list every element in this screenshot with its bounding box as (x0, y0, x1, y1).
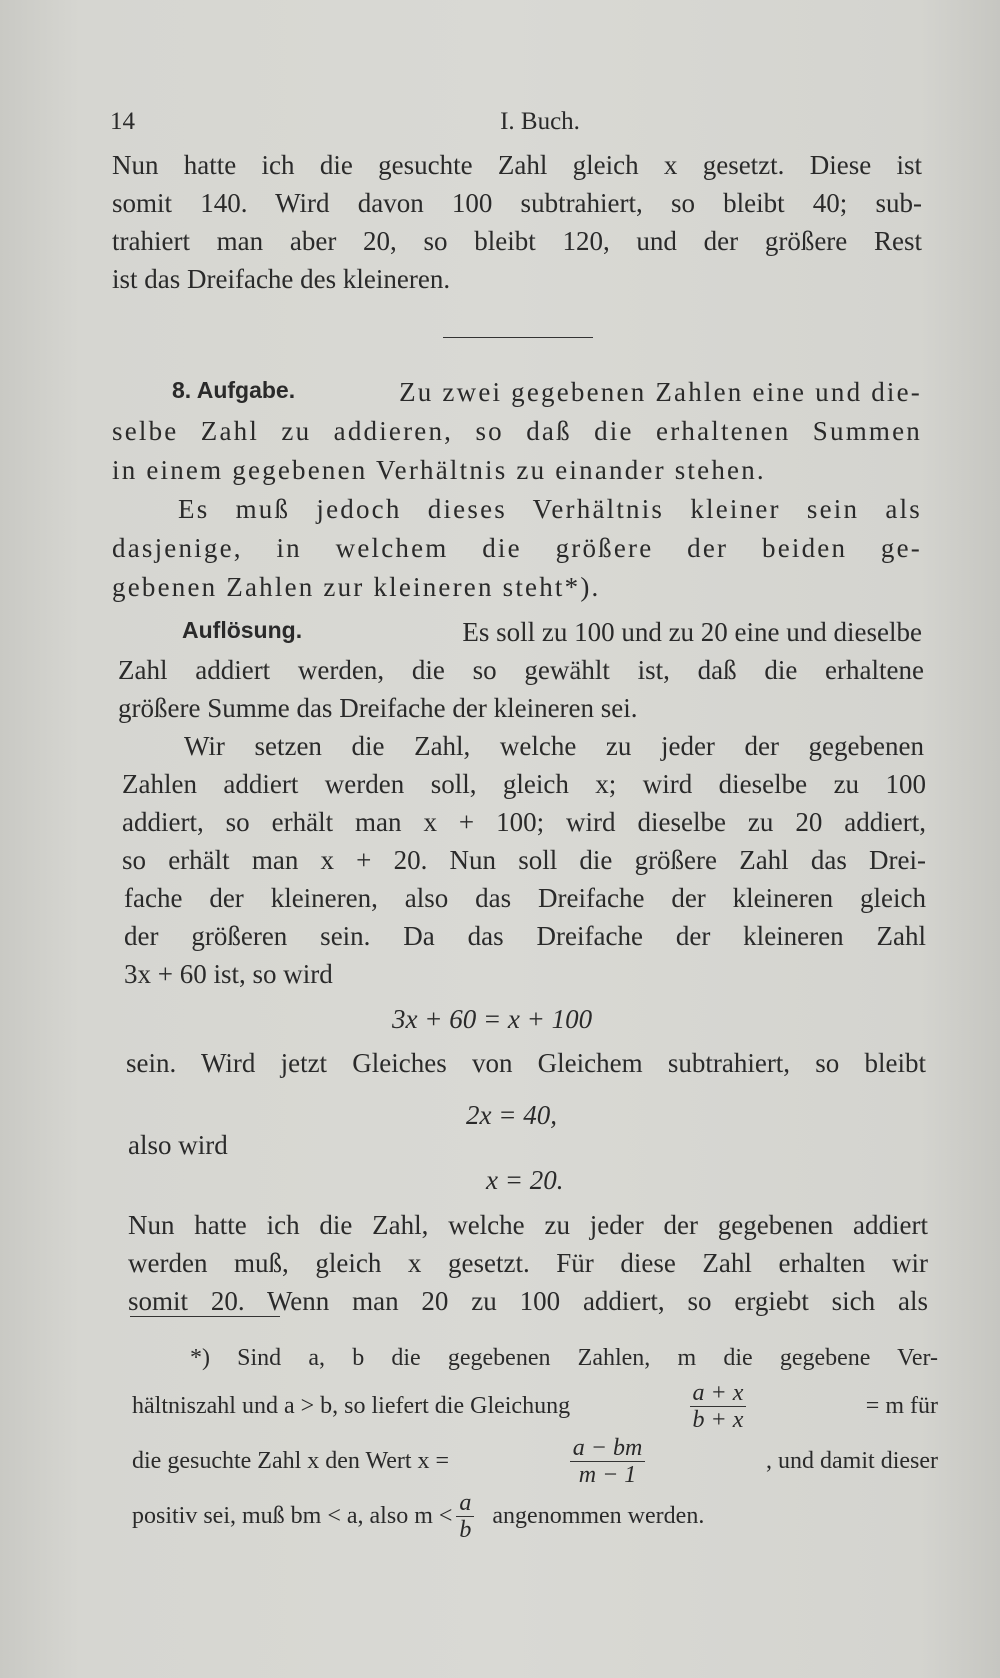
text-line: der größeren sein. Da das Dreifache der kleineren Zahl (124, 921, 926, 951)
text-line: Zu zwei gegebenen Zahlen eine und die- (399, 377, 922, 407)
text-line: so erhält man x + 20. Nun soll die größere Zahl das Drei- (122, 845, 926, 875)
task-heading-line (172, 377, 922, 408)
text-line: Zahl addiert werden, die so gewählt ist, daß die erhaltene (118, 655, 924, 685)
text-line: Es muß jedoch dieses Verhältnis kleiner sein als (178, 494, 922, 524)
text-line: gebenen Zahlen zur kleineren steht*). (112, 572, 601, 602)
running-title: I. Buch. (500, 108, 580, 135)
text-line: Es soll zu 100 und zu 20 eine und dieselbe (462, 617, 922, 647)
text-line: Zahlen addiert werden soll, gleich x; wird dieselbe zu 100 (122, 769, 926, 799)
text-line: in einem gegebenen Verhältnis zu einander stehen. (112, 455, 766, 485)
text-line: dasjenige, in welchem die größere der beiden ge- (112, 533, 922, 563)
footnote-line (132, 1490, 704, 1543)
fraction (690, 1380, 747, 1433)
task-label: 8. Aufgabe. (172, 377, 296, 403)
text-line: also wird (128, 1130, 228, 1160)
fraction-denominator: b + x (692, 1407, 744, 1433)
text-line: größere Summe das Dreifache der kleineren sei. (118, 693, 638, 723)
text-line: trahiert man aber 20, so bleibt 120, und der größere Rest (112, 226, 922, 256)
section-divider (443, 337, 593, 338)
text-line: Wir setzen die Zahl, welche zu jeder der gegebenen (184, 731, 924, 761)
running-header (110, 108, 930, 148)
text-line: sein. Wird jetzt Gleiches von Gleichem subtrahiert, so bleibt (126, 1048, 926, 1078)
text-line: Nun hatte ich die Zahl, welche zu jeder der gegebenen addiert (128, 1210, 928, 1240)
equation: x = 20. (486, 1165, 564, 1195)
footnote-text: angenommen werden. (492, 1503, 705, 1529)
footnote-text: = m für (865, 1393, 938, 1419)
text-line: fache der kleineren, also das Dreifache der kleineren gleich (124, 883, 926, 913)
text-line: selbe Zahl zu addieren, so daß die erhaltenen Summen (112, 416, 922, 446)
text-line: somit 140. Wird davon 100 subtrahiert, so bleibt 40; sub- (112, 188, 922, 218)
footnote-line: *) Sind a, b die gegebenen Zahlen, m die gegebene Ver- (190, 1345, 938, 1371)
footnote-text: die gesuchte Zahl x den Wert x = (132, 1448, 450, 1474)
solution-label: Auflösung. (182, 617, 303, 643)
fraction-numerator: a + x (690, 1380, 747, 1407)
footnote-line (132, 1380, 938, 1433)
fraction-numerator: a (456, 1490, 474, 1517)
equation: 3x + 60 = x + 100 (392, 1004, 593, 1034)
solution-heading-line (182, 617, 922, 648)
page-number: 14 (110, 108, 135, 135)
text-line: addiert, so erhält man x + 100; wird dieselbe zu 20 addiert, (122, 807, 926, 837)
fraction-denominator: m − 1 (578, 1462, 637, 1488)
text-line: 3x + 60 ist, so wird (124, 959, 333, 989)
equation: 2x = 40, (466, 1100, 557, 1130)
text-line: ist das Dreifache des kleineren. (112, 264, 451, 294)
fraction-numerator: a − bm (570, 1435, 646, 1462)
fraction (456, 1490, 474, 1543)
footnote-text: hältniszahl und a > b, so liefert die Gleichung (132, 1393, 571, 1419)
footnote-line (132, 1435, 938, 1488)
fraction-denominator: b (459, 1517, 472, 1543)
fraction (570, 1435, 646, 1488)
text-line: werden muß, gleich x gesetzt. Für diese Zahl erhalten wir (128, 1248, 928, 1278)
footnote-text: positiv sei, muß bm < a, also m < (132, 1503, 453, 1529)
footnote-divider (130, 1316, 280, 1317)
text-line: Nun hatte ich die gesuchte Zahl gleich x gesetzt. Diese ist (112, 150, 922, 180)
text-line: somit 20. Wenn man 20 zu 100 addiert, so ergiebt sich als (128, 1286, 928, 1316)
footnote-text: , und damit dieser (766, 1448, 938, 1474)
